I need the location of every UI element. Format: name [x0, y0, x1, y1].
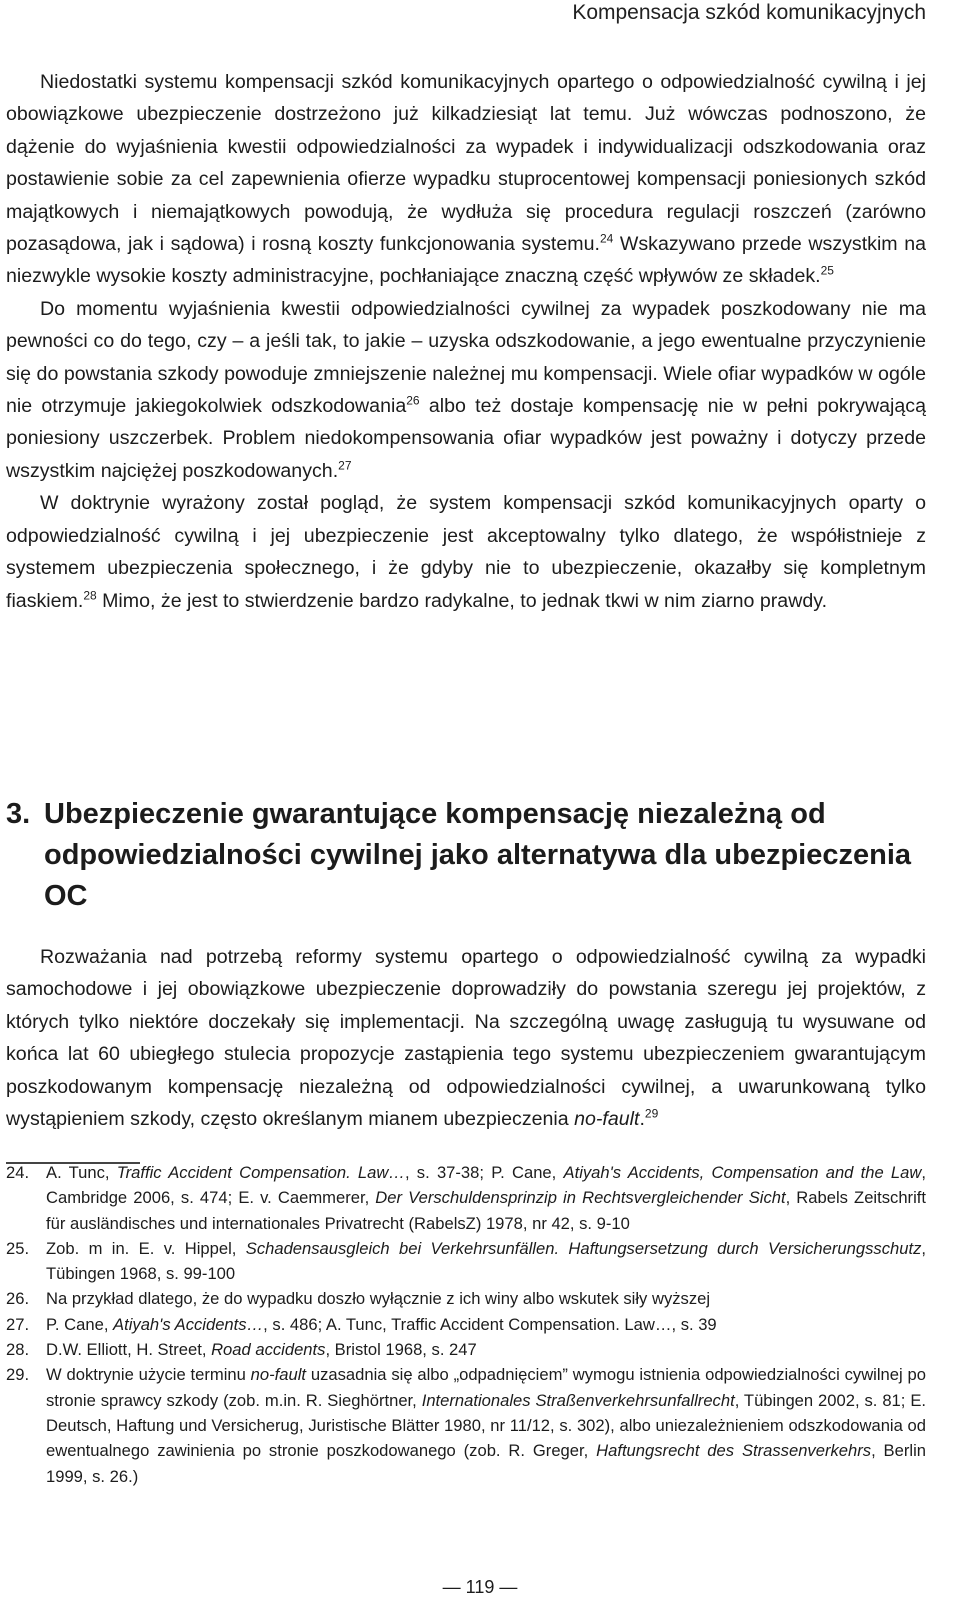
page-number: — 119 —: [442, 1577, 518, 1597]
section-paragraph: Rozważania nad potrzebą reformy systemu opartego o odpowiedzialność cywilną za wypadki samochodowe i jej obowiązkowe ubezpieczenie doprowadziły do powstania szeregu jej projektów, z których tylko niektóre doczekały się implementacji. Na szczególną uwagę zasługują tu wysuwane od końca lat 60 ubiegłego stulecia propozycje zastąpienia tego systemu ubezpieczeniem gwarantującym poszkodowanym kompensację niezależną od odpowiedzialności cywilnej, a uwarunkowaną tylko wystąpieniem szkody, często określanym mianem ubezpieczenia no-fault.$^{29}$: [6, 946, 926, 1131]
italic-text: no-fault: [250, 1365, 307, 1385]
footnote-text: D.W. Elliott, H. Street, Road accidents, Bristol 1968, s. 247: [46, 1340, 477, 1360]
section-heading: [6, 794, 926, 917]
footnote-ref: 24: [599, 231, 614, 246]
footnote-number: 27.: [6, 1314, 30, 1334]
italic-text: Der Verschuldensprinzip in Rechtsvergleichender Sicht: [375, 1188, 786, 1208]
body-text: [6, 66, 926, 617]
footnotes: [6, 1160, 926, 1489]
italic-text: Atiyah's Accidents, Compensation and the Law: [563, 1163, 922, 1182]
italic-text: Road accidents: [211, 1340, 326, 1360]
footnote-text: Na przykład dlatego, że do wypadku doszło wyłącznie z ich winy albo wskutek siły wyższej: [46, 1289, 711, 1309]
footnote: [6, 1286, 926, 1311]
italic-text: Haftungsrecht des Strassenverkehrs: [596, 1441, 872, 1461]
footnote: [6, 1236, 926, 1287]
italic-text: Traffic Accident Compensation. Law…: [116, 1163, 405, 1182]
footnote-ref: 28: [83, 587, 97, 602]
italic-text: Atiyah's Accidents…: [113, 1314, 264, 1334]
footnote-ref: 25: [820, 263, 834, 278]
footnote-text: W doktrynie użycie terminu no-fault uzasadnia się albo „odpadnięciem” wymogu istnienia odpowiedzialności cywilnej po stronie sprawcy szkody (zob. m.in. R. Sieghörtner, Internationales Straßenverkehrsunfallrecht, Tübingen 2002, s. 81; E. Deutsch, Haftung und Versicherug, Juristische Blätter 1980, nr 11/12, s. 302), albo uniezależnieniem odszkodowania od ewentualnego zawinienia po stronie poszkodowanego (zob. R. Greger, Haftungsrecht des Strassenverkehrs, Berlin 1999, s. 26.): [46, 1365, 926, 1486]
paragraph: Niedostatki systemu kompensacji szkód komunikacyjnych opartego o odpowiedzialność cywilną i jej obowiązkowe ubezpieczenie dostrzeżono już kilkadziesiąt lat temu. Już wówczas podnoszono, że dążenie do wyjaśnienia kwestii odpowiedzialności za wypadek i indywidualizacji odszkodowania oraz postawienie sobie za cel zapewnienia ofierze wypadku stuprocentowej kompensacji poniesionych szkód majątkowych i niemajątkowych powodują, że wydłuża się procedura regulacji roszczeń (zarówno pozasądowa, jak i sądowa) i rosną koszty funkcjonowania systemu.$^{24}$ Wskazywano przede wszystkim na niezwykle wysokie koszty administracyjne, pochłaniające znaczną część wpływów ze składek.$^{25}$: [6, 71, 926, 288]
footnote: [6, 1312, 926, 1337]
footnote-number: 24.: [6, 1163, 30, 1182]
footnote-number: 25.: [6, 1238, 30, 1258]
footnote-number: 26.: [6, 1289, 30, 1309]
section-title-text: Ubezpieczenie gwarantujące kompensację niezależną od odpowiedzialności cywilnej jako alternatywa dla ubezpieczenia OC: [44, 798, 912, 912]
footnote-ref: 29: [644, 1106, 659, 1121]
footnote-ref: 26: [406, 393, 420, 408]
footnote: [6, 1337, 926, 1362]
footnote-number: 29.: [6, 1365, 30, 1385]
footnote: [6, 1362, 926, 1488]
footnote-text: P. Cane, Atiyah's Accidents…, s. 486; A. Tunc, Traffic Accident Compensation. Law…, s. 39: [46, 1314, 717, 1334]
paragraph: W doktrynie wyrażony został pogląd, że system kompensacji szkód komunikacyjnych oparty o odpowiedzialność cywilną i jej ubezpieczenie jest akceptowalny tylko dlatego, że współistnieje z systemem ubezpieczenia społecznego, i że gdyby nie to ubezpieczenie, okazałby się kompletnym fiaskiem.$^{28}$ Mimo, że jest to stwierdzenie bardzo radykalne, to jednak tkwi w nim ziarno prawdy.: [6, 492, 926, 612]
footnote: [6, 1160, 926, 1236]
italic-text: Internationales Straßenverkehrsunfallrecht: [421, 1390, 735, 1410]
paragraph: Do momentu wyjaśnienia kwestii odpowiedzialności cywilnej za wypadek poszkodowany nie ma pewności co do tego, czy – a jeśli tak, to jakie – uzyska odszkodowanie, a jego ewentualne przyczynienie się do powstania szkody powoduje zmniejszenie należnej mu kompensacji. Wiele ofiar wypadków w ogóle nie otrzymuje jakiegokolwiek odszkodowania$^{26}$ albo też dostaje kompensację nie w pełni pokrywającą poniesiony uszczerbek. Problem niedokompensowania ofiar wypadków jest poważny i dotyczy przede wszystkim najciężej poszkodowanych.$^{27}$: [6, 297, 926, 482]
section-number: 3.: [6, 798, 31, 830]
footnote-text: Zob. m in. E. v. Hippel, Schadensausgleich bei Verkehrsunfällen. Haftungsersetzung durch Versicherungsschutz, Tübingen 1968, s. 99-100: [46, 1238, 926, 1284]
italic-text: no-fault: [574, 1108, 640, 1131]
footnote-text: A. Tunc, Traffic Accident Compensation. Law…, s. 37-38; P. Cane, Atiyah's Accidents, Compensation and the Law, Cambridge 2006, s. 474; E. v. Caemmerer, Der Verschuldensprinzip in Rechtsvergleichender Sicht, Rabels Zeitschrift für ausländisches und internationales Privatrecht (RabelsZ) 1978, nr 42, s. 9-10: [46, 1163, 927, 1233]
section-3: [6, 794, 926, 1135]
italic-text: Schadensausgleich bei Verkehrsunfällen. Haftungsersetzung durch Versicherungsschutz: [245, 1238, 922, 1258]
footnote-ref: 27: [338, 458, 352, 473]
footnote-number: 28.: [6, 1340, 30, 1360]
running-header: Kompensacja szkód komunikacyjnych: [572, 1, 926, 24]
